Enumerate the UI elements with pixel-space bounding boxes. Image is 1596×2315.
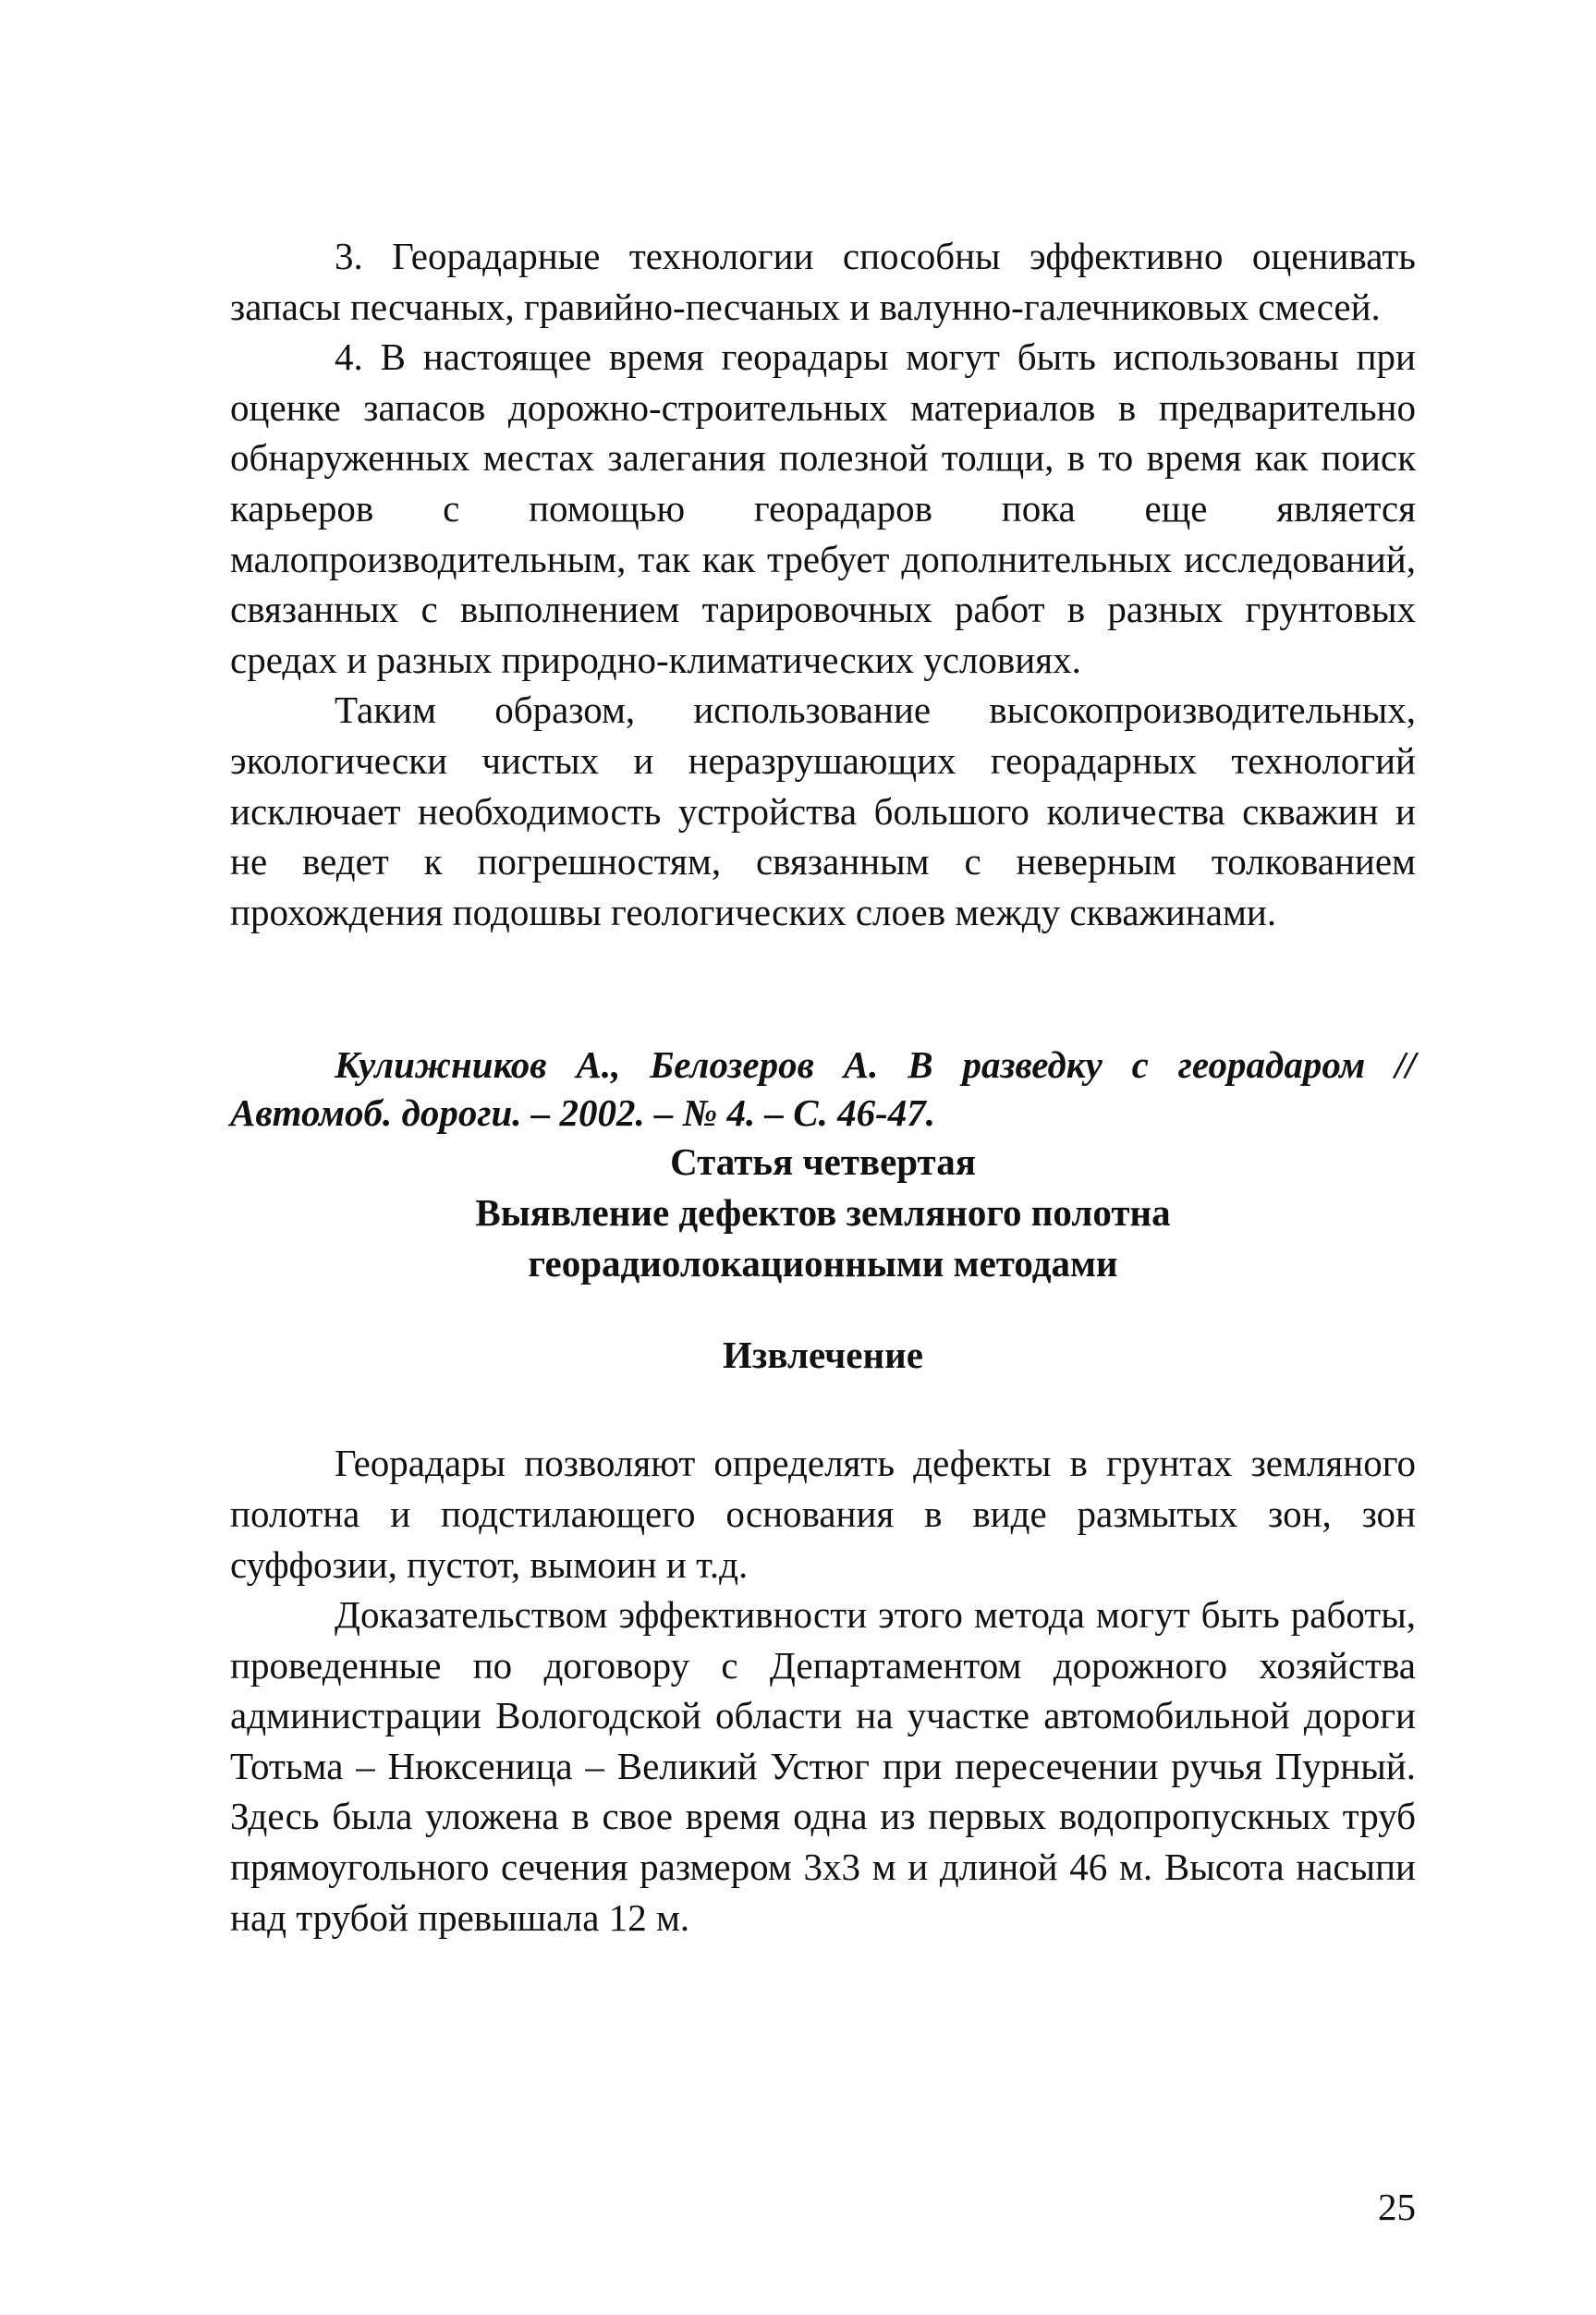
paragraph-conclusion: Таким образом, использование высокопроизводительных, экологически чистых и неразрушающих георадарных технологий исключает необходимость устройства большого количества скважин и не ведет к погрешностям, связанным с неверным толкованием прохождения подошвы геологических слоев между скважинами.: [230, 688, 1416, 933]
article-number-heading: Статья четвертая: [670, 1140, 976, 1184]
paragraph-item-3: 3. Георадарные технологии способны эффективно оценивать запасы песчаных, гравийно-песчаных и валунно-галечниковых смесей.: [230, 235, 1416, 328]
article-title-line-1: Выявление дефектов земляного полотна: [475, 1191, 1171, 1235]
excerpt-heading: Извлечение: [723, 1334, 923, 1377]
page-body: [230, 231, 1416, 1943]
paragraph-defects: Георадары позволяют определять дефекты в грунтах земляного полотна и подстилающего основания в виде размытых зон, зон суффозии, пустот, вымоин и т.д.: [230, 1442, 1416, 1586]
section-spacer: [230, 937, 1416, 1041]
paragraph-item-4: 4. В настоящее время георадары могут быть использованы при оценке запасов дорожно-строительных материалов в предварительно обнаруженных местах залегания полезной толщи, в то время как поиск карьеров с помощью георадаров пока еще является малопроизводительным, так как требует дополнительных исследований, связанных с выполнением тарировочных работ в разных грунтовых средах и разных природно-климатических условиях.: [230, 335, 1416, 681]
paragraph-evidence: Доказательством эффективности этого метода могут быть работы, проведенные по договору с Департаментом дорожного хозяйства администрации Вологодской области на участке автомобильной дороги Тотьма – Нюксеница – Великий Устюг при пересечении ручья Пурный. Здесь была уложена в свое время одна из первых водопропускных труб прямоугольного сечения размером 3х3 м и длиной 46 м. Высота насыпи над трубой превышала 12 м.: [230, 1593, 1416, 1939]
page-number: 25: [1378, 2186, 1416, 2228]
bibliographic-citation: Кулижников А., Белозеров А. В разведку с георадаром // Автомоб. дороги. – 2002. – № 4. – С. 46-47.: [230, 1043, 1416, 1135]
article-title-line-2: георадиолокационными методами: [528, 1242, 1118, 1285]
heading-spacer: [230, 1381, 1416, 1438]
